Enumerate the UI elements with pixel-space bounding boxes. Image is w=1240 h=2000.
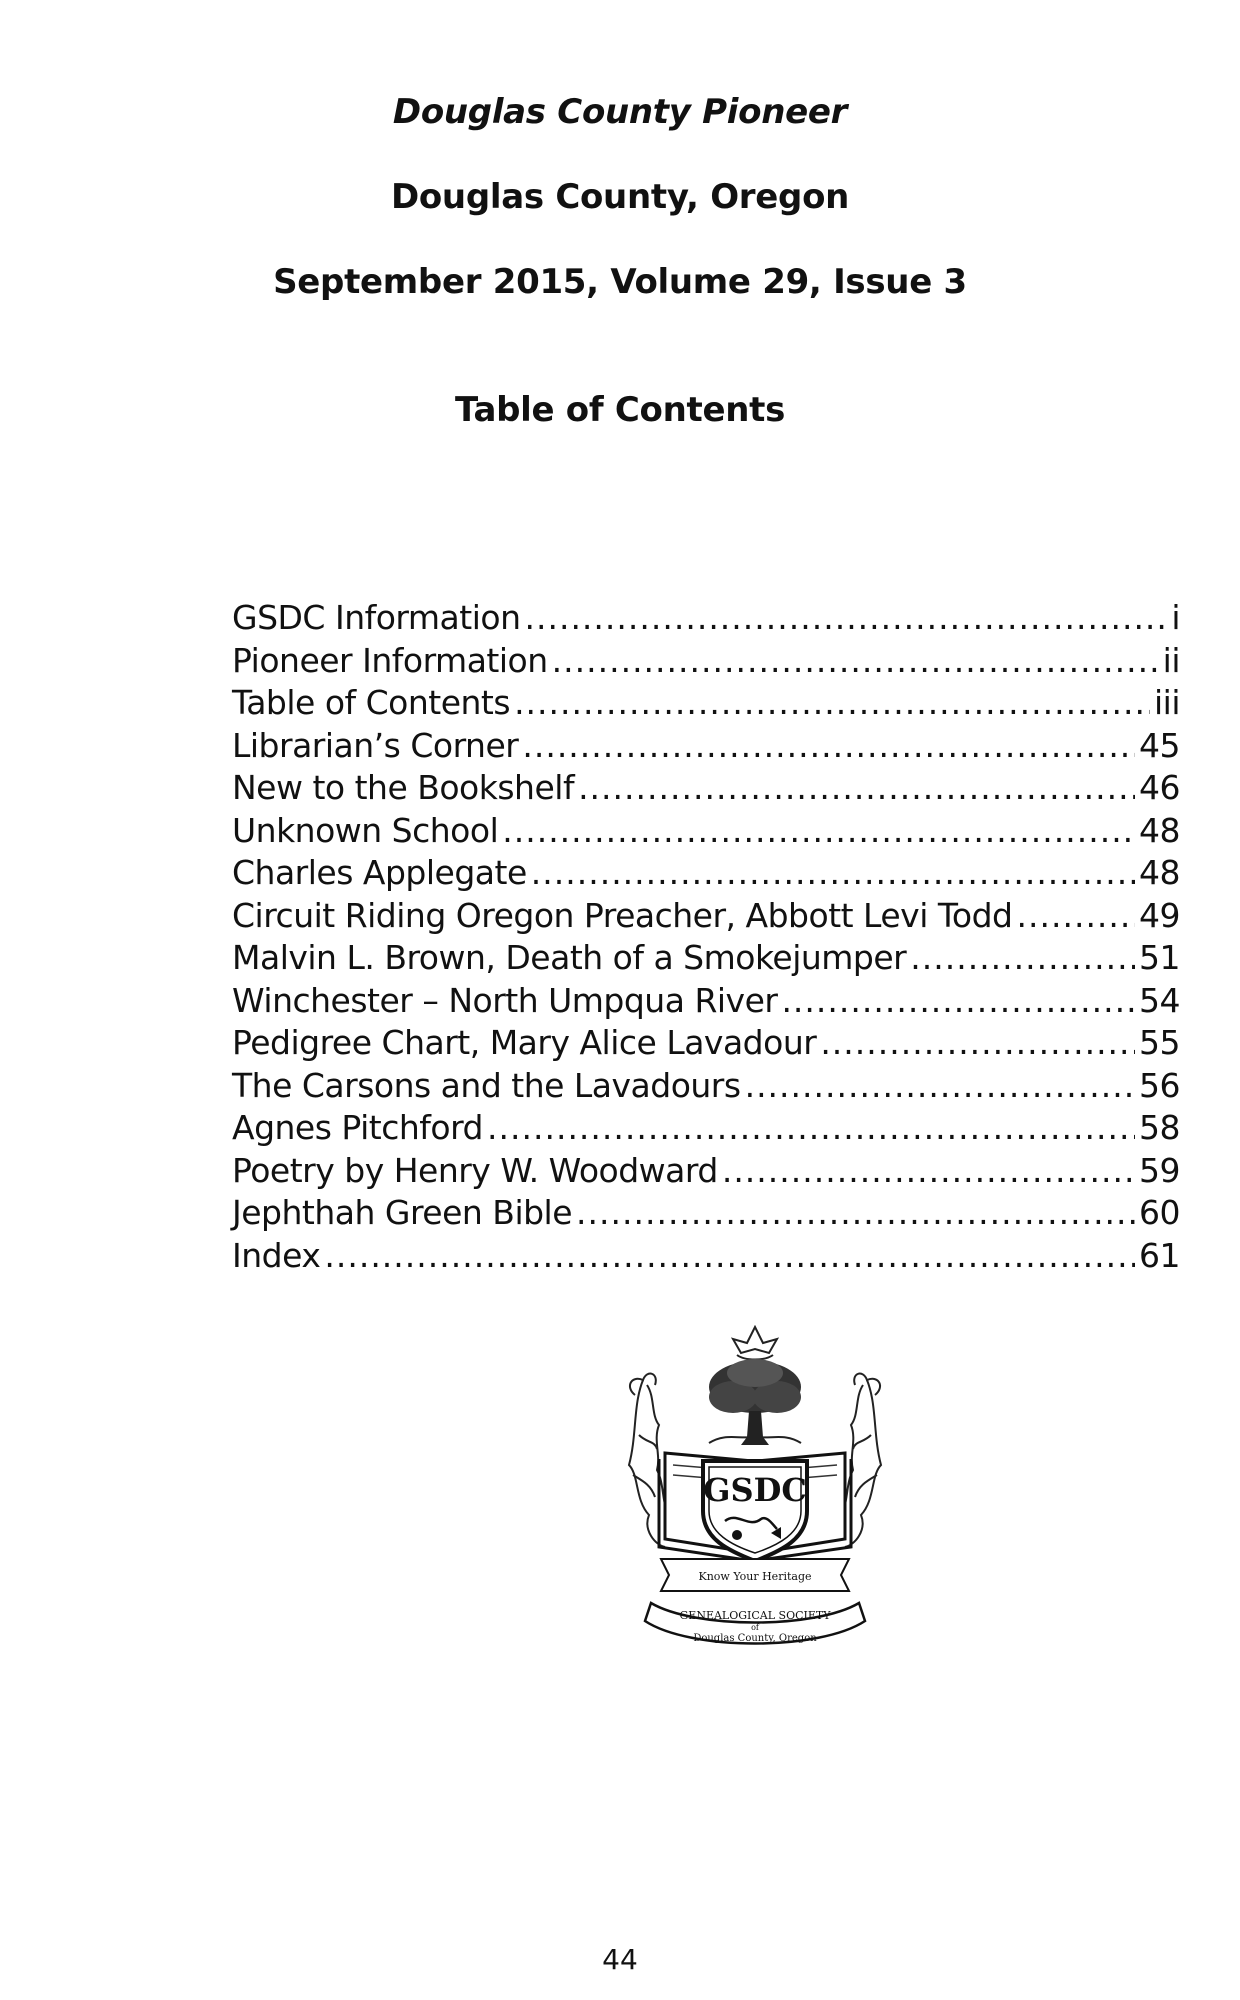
toc-entry-page: 46 [1139,768,1180,807]
toc-entry [232,1151,1180,1194]
toc-dot-leader [531,853,1135,892]
toc-dot-leader [522,726,1135,765]
toc-entry-title: Poetry by Henry W. Woodward [232,1150,718,1190]
toc-entry [232,1066,1180,1109]
toc-entry [232,1236,1180,1279]
toc-dot-leader [524,598,1167,637]
toc-dot-leader [552,641,1159,680]
toc-entry-page: 49 [1139,895,1180,935]
toc-dot-leader [820,1023,1135,1062]
toc-entry-page: 48 [1139,853,1180,892]
toc-entry-title: Winchester – North Umpqua River [232,980,778,1020]
toc-entry-page: 60 [1139,1193,1180,1232]
svg-text:Douglas County, Oregon: Douglas County, Oregon [693,1633,817,1644]
toc-entry-title: Jephthah Green Bible [232,1193,573,1232]
toc-entry-page: 58 [1139,1108,1180,1147]
toc-entry [232,768,1180,811]
genealogical-society-crest-icon [625,1325,885,1655]
toc-entry [232,1023,1180,1066]
toc-entry-page: 54 [1139,980,1180,1020]
toc-entry-page: 48 [1139,810,1180,850]
toc-dot-leader [722,1151,1135,1190]
toc-entry [232,896,1180,939]
toc-dot-leader [745,1066,1135,1105]
toc-heading: Table of Contents [454,390,786,430]
toc-dot-leader [514,683,1150,722]
toc-entry-title: Pedigree Chart, Mary Alice Lavadour [232,1023,817,1062]
toc-entry-page: 51 [1139,938,1180,977]
toc-dot-leader [781,981,1135,1020]
toc-entry [232,1193,1180,1236]
toc-dot-leader [1017,896,1136,935]
toc-dot-leader [576,1193,1135,1232]
toc-entry-title: Malvin L. Brown, Death of a Smokejumper [232,938,907,977]
toc-entry-page: 61 [1139,1235,1180,1275]
toc-entry-page: ii [1162,640,1180,680]
toc-entry [232,1108,1180,1151]
svg-text:of: of [751,1623,759,1632]
toc-entry-page: 59 [1139,1150,1180,1190]
toc-dot-leader [578,768,1135,807]
publication-issue: September 2015, Volume 29, Issue 3 [273,262,967,302]
toc-entry-page: iii [1153,683,1180,722]
svg-text:Know Your Heritage: Know Your Heritage [698,1570,812,1583]
toc-entry-title: Unknown School [232,810,499,850]
toc-entry-title: Table of Contents [232,683,511,722]
toc-entry-page: i [1171,598,1180,637]
toc-entry-title: Circuit Riding Oregon Preacher, Abbott Levi Todd [232,895,1013,935]
toc-dot-leader [324,1236,1135,1275]
toc-entry-title: Index [232,1235,321,1275]
toc-entry [232,598,1180,641]
toc-entry-title: GSDC Information [232,598,521,637]
toc-entry-title: Charles Applegate [232,853,527,892]
toc-entry-page: 55 [1139,1023,1180,1062]
toc-entry [232,811,1180,854]
toc-entry-page: 56 [1139,1065,1180,1105]
toc-dot-leader [910,938,1135,977]
toc-entry [232,938,1180,981]
svg-text:GENEALOGICAL SOCIETY: GENEALOGICAL SOCIETY [679,1609,831,1622]
toc-entry-title: New to the Bookshelf [232,768,575,807]
toc-entry-title: Librarian’s Corner [232,725,519,765]
toc-entry [232,981,1180,1024]
toc-entry-page: 45 [1139,725,1180,765]
toc-dot-leader [487,1108,1135,1147]
toc-entry-title: Pioneer Information [232,640,548,680]
toc-entry [232,683,1180,726]
toc-entry [232,726,1180,769]
toc-entry-title: Agnes Pitchford [232,1108,484,1147]
toc-entry [232,853,1180,896]
svg-text:GSDC: GSDC [703,1471,807,1509]
toc-entry-title: The Carsons and the Lavadours [232,1065,741,1105]
toc-dot-leader [502,811,1135,850]
toc-entry [232,641,1180,684]
publication-location: Douglas County, Oregon [390,177,850,217]
publication-title: Douglas County Pioneer [392,92,848,132]
table-of-contents [232,598,1180,1278]
page-number: 44 [602,1943,638,1976]
